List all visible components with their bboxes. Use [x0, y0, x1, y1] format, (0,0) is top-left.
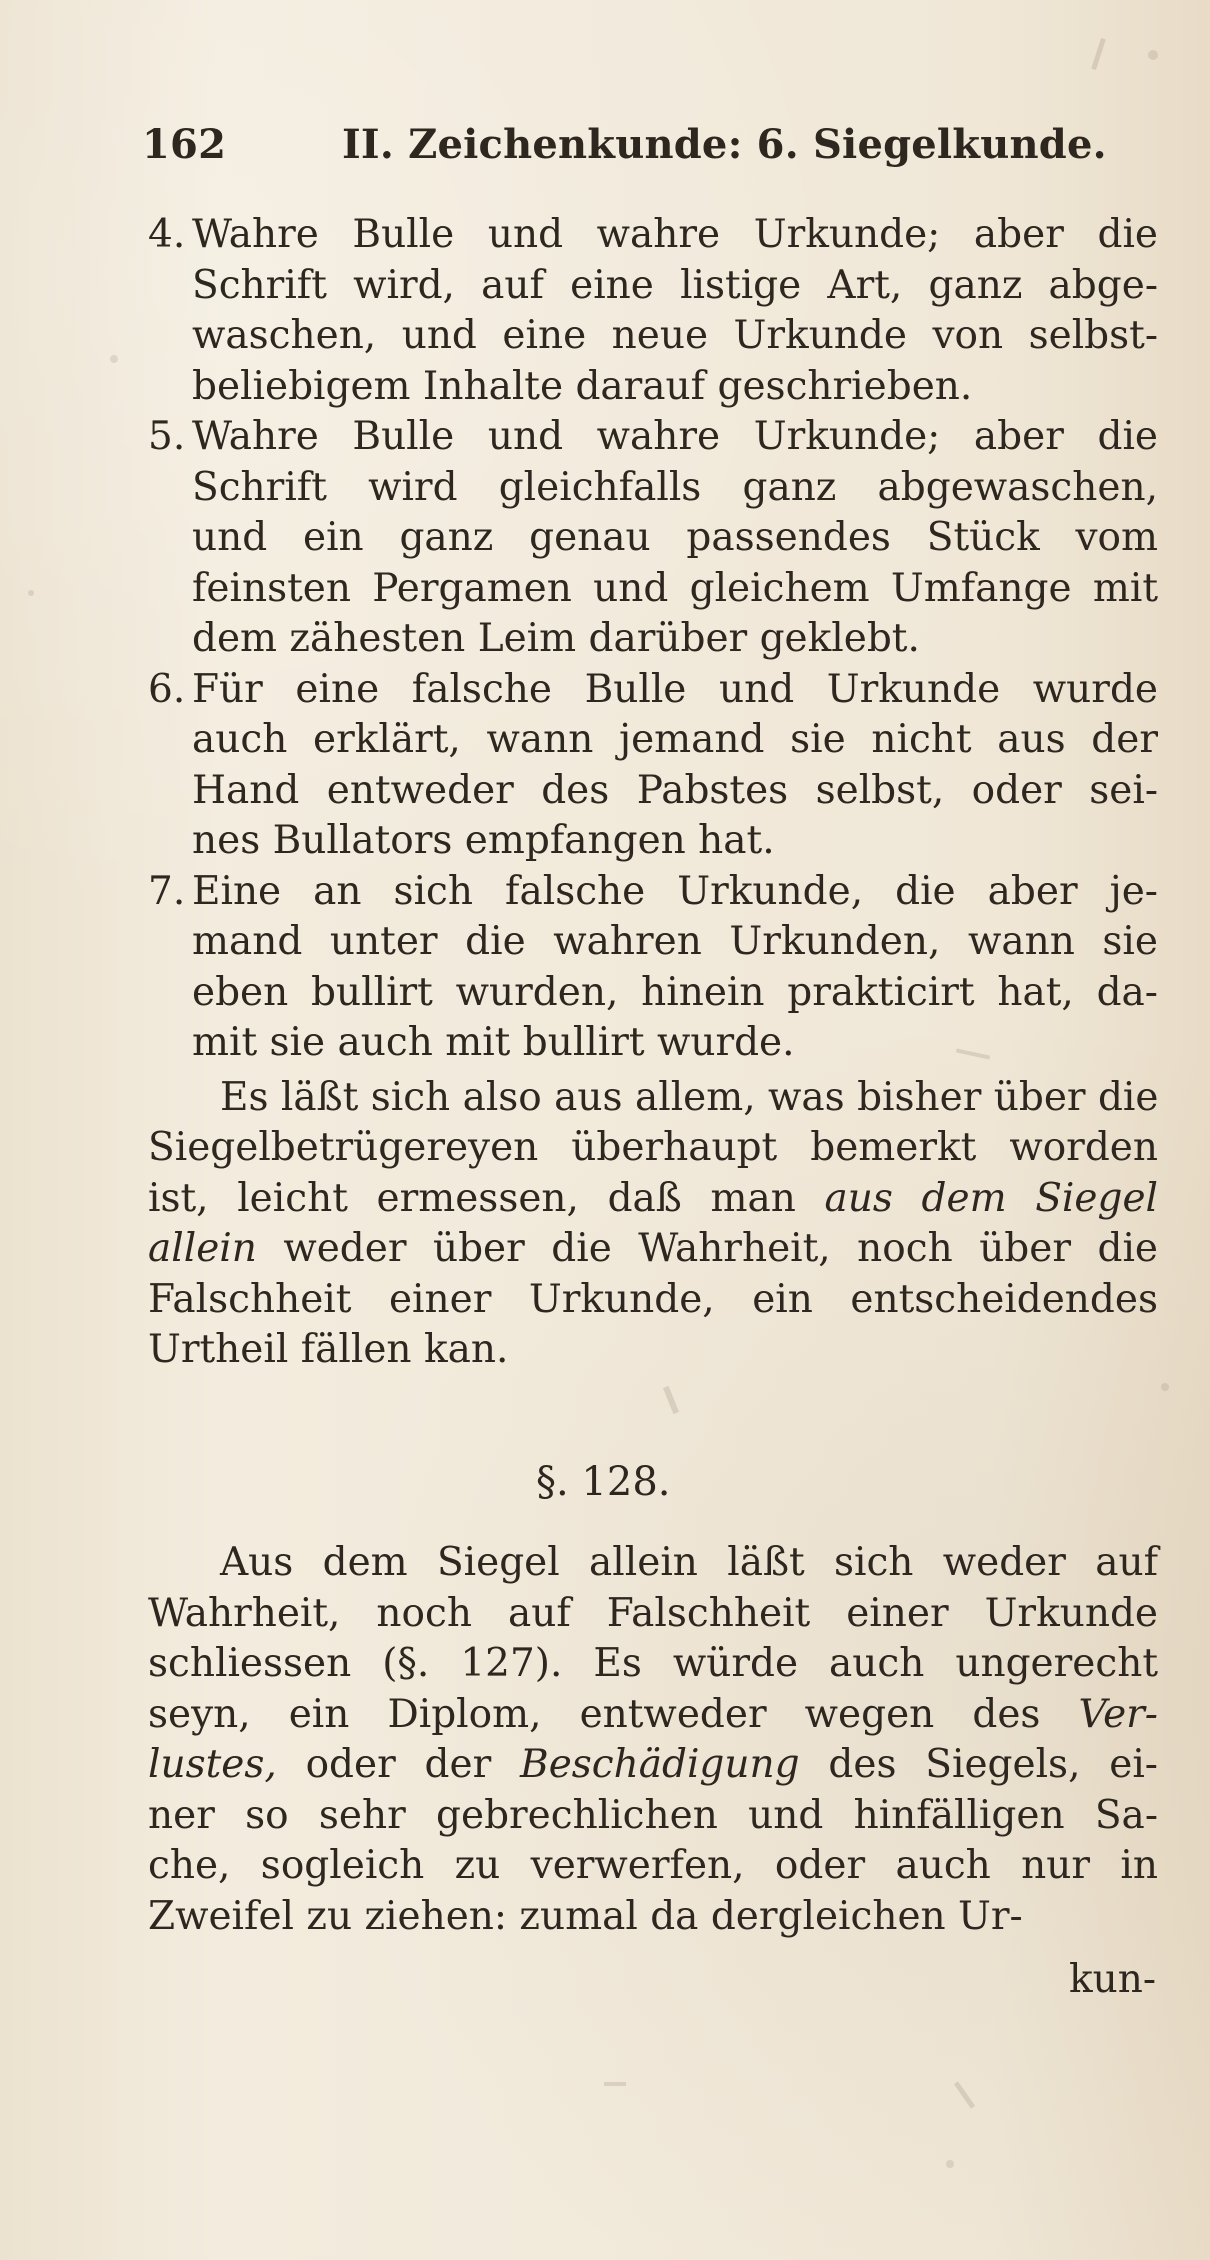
text-line: mand unter die wahren Urkunden, wann sie	[192, 919, 1158, 964]
list-item-number: 6.	[148, 666, 186, 712]
paper-mark	[1091, 38, 1106, 70]
text-line: Hand entweder des Pabstes selbst, oder sei-	[192, 767, 1158, 813]
text-run: seyn, ein Diplom, entweder wegen des	[148, 1691, 1079, 1737]
text-line	[148, 1740, 1158, 1791]
text-line: mit sie auch mit bullirt wurde.	[192, 1020, 795, 1065]
list-item-number: 4.	[148, 212, 186, 257]
running-header	[142, 120, 1107, 170]
list-item-4	[148, 210, 1158, 412]
text-line: Zweifel zu ziehen: zumal da dergleichen Ur-	[148, 1893, 1023, 1939]
main-text	[148, 210, 1158, 1376]
paper-mark	[604, 2082, 626, 2086]
text-line: Schrift wird gleichfalls ganz abgewaschen,	[192, 464, 1158, 510]
paper-speck	[1148, 50, 1158, 60]
italic-phrase: Ver-	[1078, 1691, 1158, 1737]
text-line: che, sogleich zu verwerfen, oder auch nur in	[148, 1843, 1158, 1888]
text-line: Es läßt sich also aus allem, was bisher über die	[220, 1074, 1159, 1120]
text-line	[148, 1174, 1158, 1225]
paper-mark	[954, 2081, 975, 2108]
text-line: Eine an sich falsche Urkunde, die aber je-	[192, 868, 1158, 914]
text-line: Wahre Bulle und wahre Urkunde; aber die	[192, 414, 1158, 459]
text-line: schliessen (§. 127). Es würde auch ungerecht	[148, 1641, 1158, 1686]
text-line: Falschheit einer Urkunde, ein entscheidendes	[148, 1276, 1158, 1322]
paper-mark	[663, 1386, 679, 1414]
paper-speck	[28, 590, 34, 596]
text-line: Wahrheit, noch auf Falschheit einer Urkunde	[148, 1590, 1158, 1636]
text-line: Aus dem Siegel allein läßt sich weder auf	[220, 1540, 1158, 1585]
text-line: Wahre Bulle und wahre Urkunde; aber die	[192, 212, 1158, 257]
page-number: 162	[142, 121, 227, 168]
text-line: Urtheil fällen kan.	[148, 1327, 509, 1372]
text-run: des Siegels, ei-	[799, 1742, 1158, 1787]
paper-speck	[946, 2160, 954, 2168]
text-line	[148, 1224, 1158, 1275]
text-line: Für eine falsche Bulle und Urkunde wurde	[192, 666, 1158, 712]
text-line: beliebigem Inhalte darauf geschrieben.	[192, 363, 973, 409]
text-run: weder über die Wahrheit, noch über die	[256, 1226, 1158, 1271]
italic-phrase: aus dem Siegel	[824, 1175, 1158, 1221]
list-item-7	[148, 867, 1158, 1069]
list-item-number: 7.	[148, 868, 186, 914]
running-header-title: II. Zeichenkunde: 6. Siegelkunde.	[342, 121, 1107, 168]
text-line: ner so sehr gebrechlichen und hinfälligen Sa-	[148, 1792, 1158, 1838]
catchword: kun-	[1068, 1957, 1156, 2002]
section-heading: §. 128.	[536, 1459, 671, 1505]
text-line: Schrift wird, auf eine listige Art, ganz abge-	[192, 262, 1158, 308]
summary-paragraph	[148, 1073, 1158, 1376]
text-line: Siegelbetrügereyen überhaupt bemerkt worden	[148, 1125, 1158, 1170]
text-line: eben bullirt wurden, hinein prakticirt hat, da-	[192, 969, 1158, 1015]
text-run: oder der	[276, 1742, 521, 1787]
text-line: auch erklärt, wann jemand sie nicht aus der	[192, 717, 1158, 762]
text-line: und ein ganz genau passendes Stück vom	[192, 515, 1158, 560]
text-run: ist, leicht ermessen, daß man	[148, 1175, 825, 1221]
text-line: feinsten Pergamen und gleichem Umfange mit	[192, 565, 1158, 611]
text-line: nes Bullators empfangen hat.	[192, 818, 775, 863]
italic-phrase: allein	[148, 1226, 257, 1271]
italic-phrase: Beschädigung	[520, 1742, 800, 1787]
paper-speck	[110, 355, 118, 363]
italic-phrase: lustes,	[148, 1742, 277, 1787]
list-item-5	[148, 412, 1158, 665]
list-item-number: 5.	[148, 414, 186, 459]
text-line: dem zähesten Leim darüber geklebt.	[192, 616, 920, 661]
paper-speck	[1161, 1383, 1169, 1391]
text-line: waschen, und eine neue Urkunde von selbst-	[192, 313, 1158, 358]
section-text	[148, 1538, 1158, 1942]
list-item-6	[148, 665, 1158, 867]
text-line	[148, 1690, 1158, 1741]
